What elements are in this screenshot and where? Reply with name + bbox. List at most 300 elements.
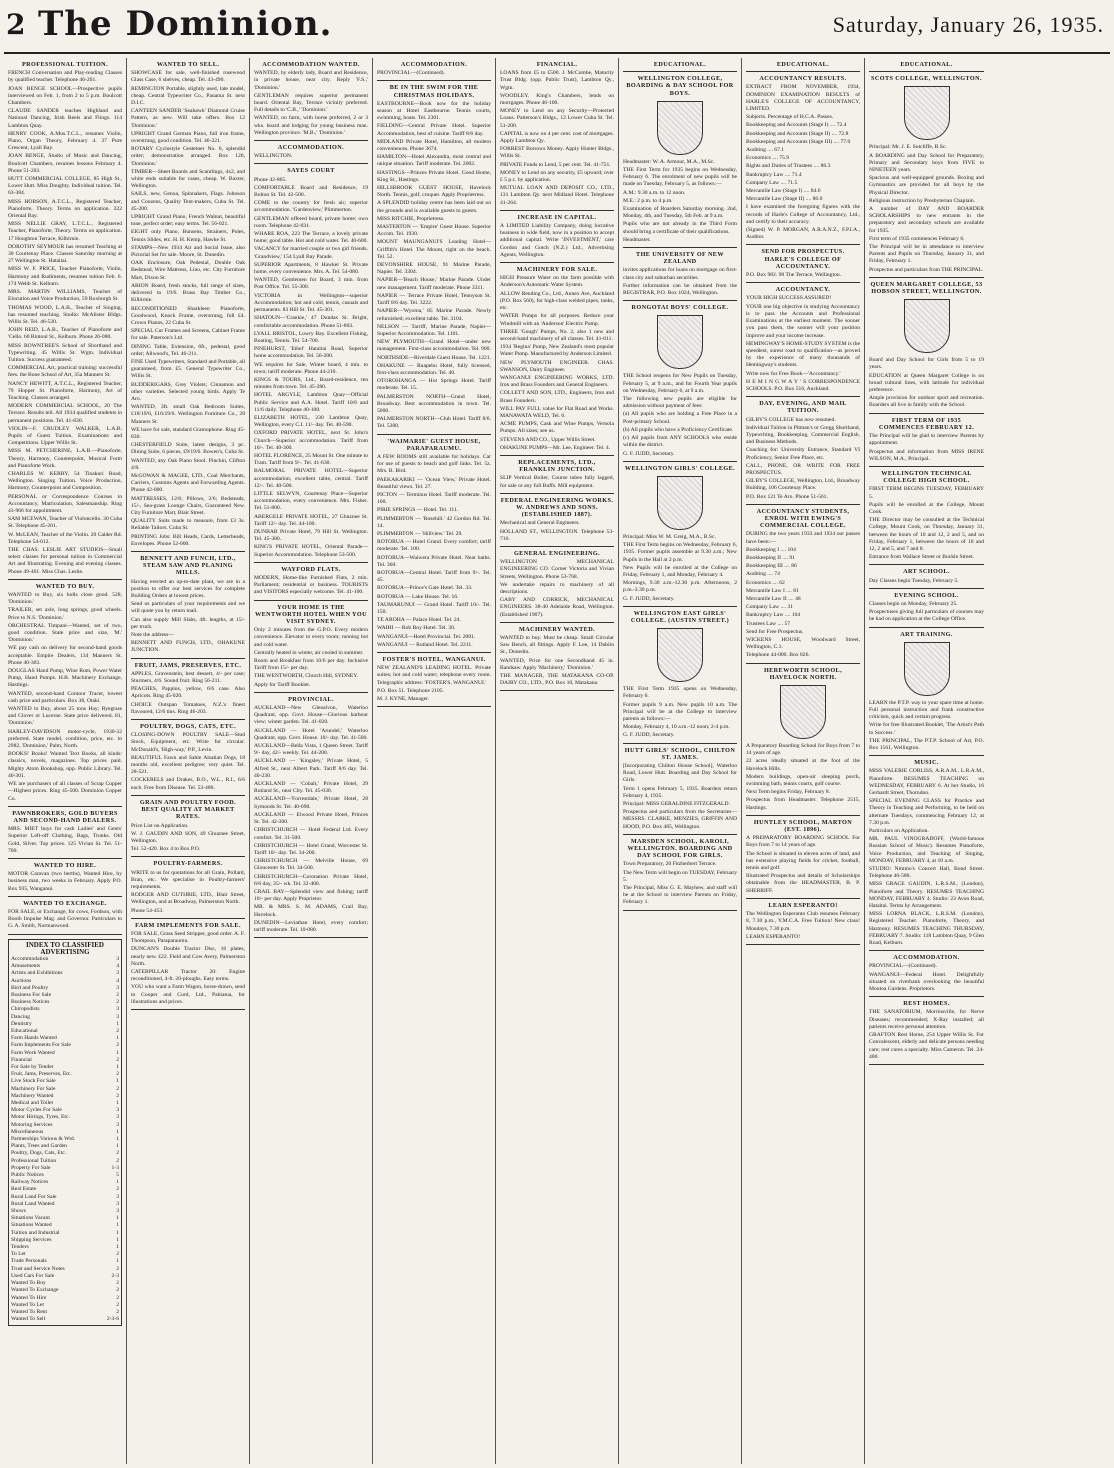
classified-ad: MRS. MARTIN WILLIAMS, Teacher of Elocution and Voice Production, 59 Roxburgh St. bbox=[8, 289, 122, 303]
column-5 bbox=[496, 58, 619, 1464]
classified-ad: LEARN the P.T.P. way to your spare time at home. Full personal instruction and frank constructive criticism, quick and certain progress. bbox=[869, 699, 984, 721]
classified-ad: WILL PAY FULL value for Flat Road and Works. MANAWATA WELD, Tel. 6. bbox=[500, 405, 614, 419]
classified-ad: COME to the country for fresh air; superior accommodation. 'Gardenview,' Plimmerton. bbox=[254, 200, 368, 214]
classified-ad: LOANS from £5 to £500. J. McCombe, Maturity Trust Bldg. (opp. Public Trust), Lambton Qy., Wgtn. bbox=[500, 70, 614, 91]
classified-ad: First term of 1935 commences February 6. bbox=[869, 235, 965, 242]
classified-ad: (b) All pupils who have a Proficiency Certificate. bbox=[623, 426, 734, 433]
section-divider bbox=[377, 80, 491, 81]
school-crest-icon bbox=[904, 299, 950, 353]
index-row bbox=[11, 1158, 119, 1165]
index-row bbox=[11, 1064, 119, 1071]
classified-ad: PIRIE SPRINGS — Hotel. Tel. 111. bbox=[377, 507, 459, 514]
classified-ad: Principal: Miss W. M. Greig, M.A., B.Sc. bbox=[623, 533, 716, 540]
classified-ad: GRAFTON Rest Home, 254 Upper Willis St. For Convalescent, elderly and delicate persons needing care; rest cures a specialty. Miss Cameron. Tel. 24-400. bbox=[869, 1032, 984, 1060]
index-category: Fruit, Jams, Preserves, Etc. bbox=[11, 1071, 72, 1078]
section-divider bbox=[869, 413, 984, 414]
index-row bbox=[11, 1165, 119, 1172]
index-page: 3 bbox=[116, 1006, 119, 1013]
column-6 bbox=[619, 58, 742, 1464]
classified-ad: Mercantile Law II .... 48 bbox=[746, 596, 801, 602]
section-heading: FOSTER'S HOTEL, WANGANUI. bbox=[382, 656, 486, 664]
index-page: 1 bbox=[116, 1128, 119, 1135]
classified-ad: BOOKS! Books! Wanted Text Books, all kinds: classics, novels, magazines. Top prices paid. Mighty Atom Bookshop, opp. Public Library. Tel. 40-301. bbox=[8, 751, 122, 779]
classified-ad: WATER Pumps for all purposes. Reduce your Windmill with an 'Anderson' Electric Pump. bbox=[500, 313, 614, 327]
section-divider bbox=[8, 858, 122, 859]
index-row bbox=[11, 1143, 119, 1150]
classified-ad: HAMILTON—Hotel Alexandra, most central and unique situation. Tariff moderate. Tel. 2002. bbox=[377, 154, 491, 168]
index-category: Shipping Services bbox=[11, 1236, 52, 1243]
section-heading: SEND FOR PROSPECTUS. HARLE'S COLLEGE OF ACCOUNTANCY. bbox=[761, 248, 845, 270]
classified-ad: FRENCH Conversation and Play-reading Classes by qualified teacher. Telephone 46-201. bbox=[8, 70, 122, 84]
classified-ad: A number of DAY AND BOARDER SCHOLARSHIPS to new entrants in the preparatory and secondary schools are available for 1935. bbox=[869, 206, 984, 234]
classified-ad: MISS VALERIE CORLISS, A.R.A.M., L.R.A.M., Pianoforte. RESUMES TEACHING on WEDNESDAY, FEBRUARY 6. At her Studio, 16 Gerhardt Street, Thorndon. bbox=[869, 768, 984, 796]
classified-ad: THE SANATORIUM, Morrinsville, for Nerve Diseases; recommended; X-Ray installed; all patients receive personal attention. bbox=[869, 1009, 984, 1030]
classified-ad: CHOICE Outspan Tomatoes, N.Z.'s finest flavoured, 12/6 tins. Ring 46-203. bbox=[131, 701, 245, 715]
section-divider bbox=[500, 262, 614, 263]
section-heading: FEDERAL ENGINEERING WORKS. W. ANDREWS AND SONS. (ESTABLISHED 1887). bbox=[500, 496, 614, 519]
classified-ad: WANTED, Price for one Secondhand 45 in. Bandsaw. Apply 'Machinery,' 'Dominion.' bbox=[500, 657, 614, 671]
section-divider bbox=[623, 461, 737, 462]
classified-ad: A.M.: 9.30 a.m. to 12 noon. bbox=[623, 189, 686, 196]
section-heading: WANTED TO SELL. bbox=[156, 61, 220, 68]
classified-ad: WANGANUI—Federal Hotel. Delightfully situated on riverbank overlooking the beautiful Moutoa Gardens. Proprietors. bbox=[869, 971, 984, 993]
section-heading: RONGOTAI BOYS' COLLEGE. bbox=[631, 304, 729, 312]
classified-ad: P.O. Box 982. 98 The Terrace, Wellington. bbox=[746, 272, 842, 279]
index-row bbox=[11, 1251, 119, 1258]
index-row bbox=[11, 1194, 119, 1201]
classified-ad: Company Law .... 31 bbox=[746, 604, 794, 611]
section-divider bbox=[500, 455, 614, 456]
classified-ad: Write for free Illustrated Booklet, 'The Artist's Path to Success.' bbox=[869, 722, 984, 736]
page-number: 2 bbox=[6, 8, 26, 41]
classified-ad: AUCKLAND—Bella Vista, 1 Queen Street. Tariff 9/- day, 42/- weekly. Tel. 44-200. bbox=[254, 743, 368, 757]
classified-ad: THE School reopens for New Pupils on Tuesday, February 5, at 9 a.m., and for Fourth Year pupils on Wednesday, February 6, at 9 a.m. bbox=[623, 373, 737, 394]
index-category: Farm Work Wanted bbox=[11, 1049, 55, 1056]
classified-ad: Principal: MISS GERALDINE FITZGERALD. bbox=[623, 800, 730, 807]
classified-ad: MISS ROWNTREE'S School of Shorthand and Typewriting. 45 Willis St. Wgtn. Individual Tuition. Success guaranteed. bbox=[8, 342, 122, 363]
index-page: 2 bbox=[116, 1287, 119, 1294]
index-category: Wanted To Let bbox=[11, 1301, 44, 1308]
classified-ad: SUPERIOR Apartments, 8 Hawker St. Private home, every convenience. Mrs. A. Tel. 54-080. bbox=[254, 261, 368, 276]
index-category: Partnerships Various & Wtd. bbox=[11, 1136, 76, 1143]
index-page: 3 bbox=[116, 1107, 119, 1114]
classified-ad: Mercantile Law I .... 81 bbox=[746, 587, 799, 594]
school-crest-icon bbox=[904, 86, 950, 140]
classified-ad: We undertake repairs to machinery of all descriptions. bbox=[500, 581, 614, 595]
section-heading: POULTRY, DOGS, CATS, ETC. bbox=[139, 723, 237, 731]
classified-ad: LITTLE SELWYN, Courtenay Place—Superior accommodation, every convenience. Mrs. Fisher. Tel. 51-800. bbox=[254, 490, 368, 512]
classified-ad: MISS NELLIE GRAY, L.T.C.L., Registered Teacher, Pianoforte, Theory. Terms on application. 17 Houghton Terrace, Kilbirnie. bbox=[8, 221, 122, 242]
section-heading: WANTED TO BUY. bbox=[35, 582, 95, 590]
index-row bbox=[11, 1100, 119, 1107]
index-page: 2 bbox=[116, 1085, 119, 1092]
index-category: Poultry, Dogs, Cats, Etc. bbox=[11, 1150, 67, 1157]
classified-ad: Mercantile Law (Stage I) .... 84.6 bbox=[746, 188, 821, 195]
classified-ad: GENTLEMAN offered board, private home; own room. Telephone 42-031. bbox=[254, 215, 368, 229]
classified-ad: VIOLIN—F. CRUDLEY WALKER, L.A.B. Pupils of Guest Tuition. Examinations and Competitions. Upper Willis St. bbox=[8, 425, 122, 447]
section-heading: EVENING SCHOOL. bbox=[894, 591, 959, 599]
index-row bbox=[11, 1208, 119, 1215]
classified-ad: KING'S PRIVATE HOTEL, Oriental Parade—Superior Accommodation. Telephone 53-500. bbox=[254, 544, 368, 558]
classified-ad: WRITE to us for quotations for all Grain, Pollard, Bran, etc. We specialise in Poultry-farmers' requirements. bbox=[131, 869, 245, 890]
section-divider bbox=[746, 396, 860, 397]
classified-ad: Mornings, 9.30 a.m.-12.30 p.m. Afternoons, 2 p.m.-3.30 p.m. bbox=[623, 580, 737, 594]
classified-ad: GILBY'S COLLEGE, Wellington, Ltd., Broadway Building, 106 Courtenay Place. bbox=[746, 478, 860, 492]
classified-ad: The School is situated in eleven acres of land, and has extensive playing fields for cricket, football, tennis and golf. bbox=[746, 850, 860, 872]
classified-ad: FORREST Borrows Money. Apply Hunter Bldgs., Willis St. bbox=[500, 146, 614, 160]
section-divider bbox=[623, 743, 737, 744]
classified-ad: I have examined the foregoing figures with the records of Harle's College of Accountancy, Ltd., and certify to their accuracy. bbox=[746, 204, 860, 225]
section-heading: WANTED TO EXCHANGE. bbox=[23, 899, 107, 907]
classified-ad: TE AROHA — Palace Hotel. Tel. 24. bbox=[377, 617, 461, 624]
section-divider bbox=[8, 934, 122, 935]
classified-ad: MISS HOBSON, A.T.C.L., Registered Teacher, Pianoforte, Theory. Terms on application. 222 Oriental Bay. bbox=[8, 198, 122, 220]
classified-ad: QUALITY Suits made to measure, from £3 3s. Reliable Tailors. Cuba St. bbox=[131, 518, 245, 532]
index-row bbox=[11, 1258, 119, 1265]
section-heading: ACCOMMODATION. bbox=[893, 954, 960, 962]
section-divider bbox=[869, 564, 984, 565]
classified-ad: The Principal will be in attendance to interview Parents and Pupils on Thursday, January 31, and Friday, February 1. bbox=[869, 244, 984, 265]
section-divider bbox=[254, 692, 368, 693]
classified-ad: WANGANUI—Hotel Provincial. Tel. 2001. bbox=[377, 633, 476, 640]
classified-ad: PINEHURST, 'Ethel' Hataitai Road, Superior home accommodation. Tel. 56-200. bbox=[254, 346, 368, 360]
school-crest-icon bbox=[657, 315, 703, 369]
classified-ad: SAM MCEWAN, Teacher of Violoncello. 30 Cuba St. Telephone 45-201. bbox=[8, 516, 122, 530]
section-heading: DAY, EVENING, AND MAIL TUITION. bbox=[759, 400, 847, 415]
index-page: 2-3-6 bbox=[106, 1316, 119, 1323]
section-divider bbox=[131, 856, 245, 857]
school-crest-icon bbox=[780, 685, 826, 739]
section-heading: FIRST TERM OF 1935 COMMENCES FEBRUARY 12. bbox=[878, 416, 975, 431]
section-divider bbox=[746, 663, 860, 664]
classified-ad: Company Law .... 71.5 bbox=[746, 179, 798, 186]
classified-ad: CRAIL BAY—Splendid view and fishing; tariff 10/- per day. Apply Proprietor. bbox=[254, 888, 368, 903]
classified-ad: THE First Term for 1935 begins on Wednesday, February 6. The enrolment of new pupils will be made on Tuesday, February 5, as follows:— bbox=[623, 167, 737, 188]
section-heading: SAYES COURT bbox=[287, 167, 335, 175]
column-3 bbox=[250, 58, 373, 1464]
classified-ad: Bankruptcy Law .... 71.4 bbox=[746, 171, 802, 178]
section-heading: EDUCATIONAL. bbox=[900, 61, 953, 68]
classified-ad: Term 1 opens February 5, 1935. Boarders return February 4, 1935. bbox=[623, 785, 737, 799]
index-row bbox=[11, 1244, 119, 1251]
classified-ad: H E M I N G W A Y ' S CORRESPONDENCE SCHOOLS. P.O. Box 516, Auckland. bbox=[746, 378, 860, 392]
classified-ad: THE First Term 1935 opens on Wednesday, February 6. bbox=[623, 686, 737, 700]
classified-ad: Bookkeeping and Accounts (Stage I) .... 72.4 bbox=[746, 122, 847, 129]
index-category: Business For Sale bbox=[11, 991, 52, 998]
section-heading: THE UNIVERSITY OF NEW ZEALAND bbox=[636, 251, 724, 266]
section-divider bbox=[8, 896, 122, 897]
classified-ad: Headmaster. bbox=[623, 236, 651, 243]
section-divider bbox=[746, 815, 860, 816]
section-divider bbox=[623, 300, 737, 301]
index-row bbox=[11, 1280, 119, 1287]
section-divider bbox=[377, 652, 491, 653]
index-page: 1 bbox=[116, 1143, 119, 1150]
classified-ad: VICTORIA in Wellington—superior Accommodation; hot and cold, tennis, casuals and permanents. 83 Hill St. Tel. 45-301. bbox=[254, 292, 368, 314]
classified-ad: THE First Term begins on Wednesday, February 6, 1935. Former pupils assemble at 9.30 a.m.; New Pupils in the Hall at 2 p.m. bbox=[623, 542, 737, 563]
section-heading: FARM IMPLEMENTS FOR SALE. bbox=[135, 921, 241, 929]
classified-ad: WELLINGTON. bbox=[254, 153, 293, 160]
classified-ad: PROVINCIAL—(Continued). bbox=[377, 70, 445, 77]
index-page: 3 bbox=[116, 1121, 119, 1128]
classified-ad: DUNEDIN—Leviathan Hotel, every comfort; tariff moderate. Tel. 10-080. bbox=[254, 919, 368, 933]
classified-ad: PICTON — Terminus Hotel. Tariff moderate. Tel. 100. bbox=[377, 491, 491, 506]
index-category: Property For Sale bbox=[11, 1164, 51, 1171]
classified-ad: SPECIAL EVENING CLASS for Practice and Theory in Teaching and Performing, to be held on alternate Tuesdays, commencing February 12, at 7.30 p.m. bbox=[869, 798, 984, 826]
index-row bbox=[11, 1122, 119, 1129]
index-row bbox=[11, 1172, 119, 1179]
classified-ad: McGOWAN & MAGEE, LTD., Coal Merchants, Carriers, Customs Agents and Forwarding Agents. Phone 42-000. bbox=[131, 472, 245, 494]
classified-ad: FINE Used Typewriters, Standard and Portable, all guaranteed, from £5. General Typewriter Co., Willis St. bbox=[131, 358, 245, 380]
index-category: Plants, Trees and Garden bbox=[11, 1143, 67, 1150]
index-category: Rural Land Wanted bbox=[11, 1200, 55, 1207]
classified-ad: Write now for Free Book—'Accountancy.' bbox=[746, 370, 841, 377]
column-2 bbox=[127, 58, 250, 1464]
classified-ad: NAPIER — Terrace Private Hotel, Tennyson St. Tariff 8/6 day. Tel. 3222. bbox=[377, 292, 491, 307]
section-heading: ART SCHOOL. bbox=[903, 568, 950, 576]
index-category: Machinery For Sale bbox=[11, 1085, 56, 1092]
classified-ad: COCKERELS and Drakes, B.O., W.L., R.I., 6/6 each. Free from Disease. Tel. 53-480. bbox=[131, 777, 245, 791]
classified-ad: AUCKLAND—New Glenalvon, Waterloo Quadrant, opp. Govt. House—Glorious harbour view; winter garden. Tel. 41-020. bbox=[254, 705, 368, 726]
classified-ad: SHOWCASE for sale, well-finished rosewood Glass Case, 6 shelves, cheap. Tel. 43-490. bbox=[131, 70, 245, 84]
classified-ad: THE PRINCIPAL, The P.T.P. School of Art, P.O. Box 1561, Wellington. bbox=[869, 737, 984, 751]
index-row bbox=[11, 1222, 119, 1229]
index-page: 1 bbox=[116, 1100, 119, 1107]
classified-ad: Next Term begins Friday, February 8. bbox=[746, 789, 831, 796]
classified-ad: Prospectus from Headmaster. Telephone 2515, Hastings. bbox=[746, 797, 860, 811]
classified-ad: NEW PLYMOUTH ENGINEER. CHAS. SWANSON, Dairy Engineer. bbox=[500, 359, 614, 373]
index-category: Railway Notices bbox=[11, 1179, 49, 1186]
index-page: 2-3 bbox=[111, 1272, 119, 1279]
index-page: 3 bbox=[116, 1200, 119, 1207]
classified-ad: AUCKLAND — 'Cobalt,' Private Hotel, 29 Rutland St., near City. Tel. 45-030. bbox=[254, 781, 368, 795]
classified-ad: TIMBER—Sheet Boards and Scantlings, 4x2, and white ends suitable for cases, cheap. W. Baxter, Wellington. bbox=[131, 168, 245, 190]
classified-ad: P.O. Box 121 Te Aro. Phone 51-561. bbox=[746, 493, 828, 500]
index-row bbox=[11, 1071, 119, 1078]
classified-ad: OHAKUNE — Ruapehu Hotel, fully licensed, first-class accommodation. Tel. 40. bbox=[377, 362, 491, 376]
section-divider bbox=[869, 627, 984, 628]
classified-ad: OAK Enclosure, Oak Pedestal, Double Oak Bedstead, Wire Mattress, Lino, etc. City Furniture Mart, Dixon St. bbox=[131, 260, 245, 281]
index-row bbox=[11, 1057, 119, 1064]
classified-ad: OTOROHANGA — Hot Springs Hotel. Tariff moderate. Tel. 15. bbox=[377, 378, 491, 392]
section-heading: GRAIN AND POULTRY FOOD. BEST QUALITY AT MARKET RATES. bbox=[139, 798, 237, 821]
classified-ad: DEVONSHIRE HOUSE, 91 Marine Parade, Napier. Tel. 3304. bbox=[377, 262, 491, 276]
section-heading: ACCOUNTANCY STUDENTS, ENROL WITH EWING'S COMMERCIAL COLLEGE. bbox=[756, 507, 850, 530]
classified-ad: CHRISTCHURCH—Coronation Private Hotel, 6/6 day, 35/- wk. Tel. 32-400. bbox=[254, 873, 368, 887]
index-category: For Sale by Tender bbox=[11, 1064, 54, 1070]
classified-ad: WANTED to Buy, about 25 tons Hay; Ryegrass and Clover or Lucerne. State price delivered. 81, 'Dominion.' bbox=[8, 706, 122, 727]
classified-ad: Telephone 44-000. Box 826. bbox=[746, 652, 810, 659]
index-category: Amusements bbox=[11, 963, 41, 970]
classified-ad: Headmaster: W. A. Armour, M.A., M.Sc. bbox=[623, 158, 715, 165]
classified-ad: GABY AND CORRICK, MECHANICAL ENGINEERS. 38-40 Adelaide Road, Wellington. (Established 1907). bbox=[500, 597, 614, 618]
classified-ad: MISS W. F. PRICE, Teacher Pianoforte, Violin, Harmony and Rudiments, resumes tuition Feb. 6. 174 Webb St. Kelburn. bbox=[8, 266, 122, 287]
classified-ad: THE Director may be consulted at the Technical College, Mount Cook, on Thursday, January 31, between the hours of 10 and 12, 2 and 5, and on Friday, February 1, between the hours of 10 and 12, 2 and 5, and 7 and 8. bbox=[869, 517, 984, 552]
index-row bbox=[11, 1273, 119, 1280]
classified-ad: MISS GRACE GAUDIN, L.R.S.M., (London), Pianoforte and Theory. RESUMES TEACHING MONDAY, FEBRUARY 4. Studio: 23 Avon Road, Hataitai. Terms by Arrangement. bbox=[869, 881, 984, 910]
classified-ad: Auditing .... 74 bbox=[746, 571, 780, 578]
section-divider bbox=[500, 690, 614, 691]
index-row bbox=[11, 1302, 119, 1309]
index-row bbox=[11, 1179, 119, 1186]
classified-ad: The Principal will be glad to interview Parents by appointment. bbox=[869, 433, 984, 447]
index-category: Machinery Wanted bbox=[11, 1092, 54, 1099]
classified-ad: (Signed) W. P. MORGAN, A.R.A.N.Z., F.P.I.A., Auditor. bbox=[746, 227, 860, 241]
classified-ad: Room and Breakfast from 10/6 per day. Inclusive Tariff from 15/- per day. bbox=[254, 658, 368, 672]
classified-ad: MISS RITCHIE, Proprietress. bbox=[377, 215, 445, 222]
section-divider bbox=[8, 806, 122, 807]
classified-ad: Mercantile Law (Stage II) .... 86.0 bbox=[746, 196, 823, 203]
index-category: Wanted To Buy bbox=[11, 1280, 46, 1287]
index-page: 5 bbox=[116, 1172, 119, 1179]
section-divider bbox=[377, 434, 491, 435]
index-page: 1 bbox=[116, 1244, 119, 1251]
classified-ad: PEACHES, Pappins, yellow, 6/6 case. Also Apricots. Ring 45-020. bbox=[131, 686, 245, 700]
classified-ad: DUNBAR Private Hotel, 79 Hill St. Wellington. Tel. 45-380. bbox=[254, 528, 368, 543]
index-row bbox=[11, 1201, 119, 1208]
classified-ad: YOUR one big objective in studying Accountancy is to pass the Accounts and Professional Examinations at the earliest moment. The sooner you pass them, the sooner will your position improve and your income increase. bbox=[746, 303, 860, 339]
section-heading: ART TRAINING. bbox=[900, 630, 953, 638]
column-7 bbox=[742, 58, 865, 1464]
section-heading: MUSIC. bbox=[914, 759, 939, 767]
column-4 bbox=[373, 58, 496, 1464]
classified-ad: ALLOW Bending Co., Ltd., Annex Ave, Auckland (P.O. Box 560), for high-class welded pipes, tanks, etc. bbox=[500, 290, 614, 312]
classified-ad: YOUR HIGH SUCCESS ASSURED! bbox=[746, 295, 832, 302]
classified-ad: AUCKLAND—'Forrestdale,' Private Hotel, 28 Symonds St. Tel. 40-690. bbox=[254, 796, 368, 810]
classified-ad: PALMERSTON NORTH—Grand Hotel, Broadway. Best accommodation in town. Tel. 5000. bbox=[377, 393, 491, 414]
index-page: 1 bbox=[116, 1049, 119, 1056]
index-page: 3 bbox=[116, 1013, 119, 1020]
classified-ad: MR. & MRS. S. M. ADAMS, Crail Bay, Havelock. bbox=[254, 904, 368, 918]
classified-ad: RODGER AND GUTHRIE, LTD., Blair Street, Wellington, and at Broadway, Palmerston North. bbox=[131, 892, 245, 906]
section-divider bbox=[746, 898, 860, 899]
index-row bbox=[11, 1287, 119, 1294]
classified-ad: Ample provision for outdoor sport and recreation. Boarders all live in family with the School. bbox=[869, 395, 984, 409]
index-page: 3 bbox=[116, 955, 119, 962]
index-category: Bird and Poultry bbox=[11, 984, 49, 991]
classified-ad: P.O. Box 51. Telephone 2105. bbox=[377, 687, 444, 694]
classified-ad: (a) All pupils who are holding a Free Place in a Post-primary School. bbox=[623, 411, 737, 425]
classified-ad: Coaching for: University Entrance, Standard VI Proficiency, Senior Free Place, etc. bbox=[746, 447, 860, 461]
section-heading: WELLINGTON EAST GIRLS' COLLEGE. (AUSTIN STREET.) bbox=[630, 609, 730, 624]
classified-ad: W. J. GAUDIN AND SON, 49 Ghuznee Street, Wellington. bbox=[131, 830, 245, 844]
classified-ad: Can also supply Mill Slabs, 4ft. lengths, at 15/- per truck. bbox=[131, 616, 245, 630]
classified-ad: Religious instruction by Presbyterian Chaplain. bbox=[869, 197, 976, 204]
classified-ad: CANTEEN SANDER 'Seahawk' Diamond Cruise Pattern, as new. Will take offers. Box 12 'Dominion.' bbox=[131, 108, 245, 129]
classified-ad: NEW PLYMOUTH—Grand Hotel—under new management. First-class accommodation. Tel. 900. bbox=[377, 339, 491, 353]
index-row bbox=[11, 1042, 119, 1049]
classified-ad: NELSON — Tarriff, Marine Parade, Napier—Superior Accommodation. Tel. 1101. bbox=[377, 323, 491, 337]
classified-ad: JOAN BENGE SCHOOL—Prospective pupils interviewed on Feb. 1, from 2 to 5 p.m. Boulcott Chambers. bbox=[8, 85, 122, 107]
classified-ad: The New Term will begin on TUESDAY, February 5. bbox=[623, 869, 737, 883]
index-title: INDEX TO CLASSIFIED ADVERTISING bbox=[26, 940, 104, 956]
classified-ad: The Wellington Esperanto Club resumes February 8, 7.30 p.m., Y.M.C.A. Free Tuition! New class! Mondays, 7.30 p.m. bbox=[746, 911, 860, 932]
classified-ad: M. J. KYNE, Manager. bbox=[377, 696, 430, 703]
classified-ad: HENRY COOK, A.Mus.T.C.L., resumes Violin, Piano, Organ Theory, February 4. 37 Pure Crescent, Lyall Bay. bbox=[8, 130, 122, 152]
index-page: 1 bbox=[116, 1236, 119, 1243]
classified-ad: HOLLAND ST., WELLINGTON. Telephone 53-716. bbox=[500, 528, 614, 542]
classified-ad: Monday, February 4, 10 a.m.-12 noon; 2-4 p.m. bbox=[623, 724, 730, 731]
classified-ad: MONEY to Lend on any Security—Protected Loans. Patterson's Bldgs., 12 Lower Cuba St. Tel. 51-200. bbox=[500, 108, 614, 129]
classified-ad: CALL, PHONE, OR WRITE FOR FREE PROSPECTUS. bbox=[746, 462, 860, 476]
index-page: 2 bbox=[116, 999, 119, 1006]
index-category: Professional Tuition bbox=[11, 1157, 57, 1164]
classified-ad: ROTORUA—Waiwera Private Hotel. Near baths. Tel. 360. bbox=[377, 554, 491, 568]
classified-ad: COMMERCIAL Art, practical training: successful fees. the Bone School of Art, 35a Manners St. bbox=[8, 365, 122, 379]
index-page: 2 bbox=[116, 1150, 119, 1157]
index-row bbox=[11, 1237, 119, 1244]
classified-ad: MONEY to Lend on any security, £5 upward; over £ 5 p.c. by application. bbox=[500, 169, 614, 184]
section-divider bbox=[623, 606, 737, 607]
classified-ad: CHARLES W. KERRY, 54 Tinakori Road, Wellington. Singing Tuition. Voice Production, Harmony, Counterpoint and Composition. bbox=[8, 470, 122, 492]
classified-ad: Further information can be obtained from the REGISTRAR, P.O. Box 1024, Wellington. bbox=[623, 282, 737, 297]
section-heading: GENERAL ENGINEERING. bbox=[513, 549, 601, 557]
classified-ad: SAILS, new, Genoa, Spinnakers, Flags. Johnson and Couzens, Quality Tent-makers, Cuba St. Tel. 45-200. bbox=[131, 191, 245, 212]
index-page: 2 bbox=[116, 1042, 119, 1049]
index-category: Shows bbox=[11, 1208, 26, 1215]
newspaper-name: The Dominion. bbox=[38, 4, 333, 44]
index-page: 2 bbox=[116, 991, 119, 998]
classified-ad: WE pay cash on delivery for second-hand goods acceptable. Empire Dealers, 134 Manners St. Phone 40-303. bbox=[8, 645, 122, 666]
section-heading: LEARN ESPERANTO! bbox=[768, 901, 838, 909]
index-page: 3 bbox=[116, 1208, 119, 1215]
classified-ad: HILLSBROOK GUEST HOUSE, Havelock North. Tennis, golf, croquet. Apply Proprietress. bbox=[377, 185, 491, 199]
classified-ad: Pupils who are not already in the Third Form should bring a certificate of their qualifications. bbox=[623, 221, 737, 235]
classified-ad: Note the address— bbox=[131, 632, 174, 639]
classified-ad: ARION Board, fresh stocks, full range of sizes, delivered to 19/6. Brass Bay Timber Co., Kilbirnie. bbox=[131, 282, 245, 304]
section-divider bbox=[500, 493, 614, 494]
section-divider bbox=[254, 163, 368, 164]
classified-ad: Economics .... 75.9 bbox=[746, 155, 790, 162]
classified-ad: CATERPILLAR Tractor 20: Engine reconditioned, 4-ft. 20-ploughs. Easy terms. bbox=[131, 968, 245, 983]
classified-ad: MATTRESSES, 12/6; Pillows, 2/6; Bedsteads, 15/-, Sea-grass Lounge Chairs, Guaranteed New. City Furniture Mart, Blair Street. bbox=[131, 495, 245, 516]
section-divider bbox=[500, 546, 614, 547]
classified-ad: Bankruptcy Law .... 104 bbox=[746, 612, 801, 619]
classified-ad: Bookkeeping III .... 86 bbox=[746, 563, 797, 570]
index-category: Rural Land For Sale bbox=[11, 1193, 57, 1200]
classified-ad: Prospectuses giving full particulars of courses may be had on application at the College Office. bbox=[869, 609, 984, 623]
index-category: Situations Vacant bbox=[11, 1215, 50, 1222]
classified-ad: Former pupils 9 a.m. New pupils 10 a.m. The Principal will be at the College to interview parents as follows:— bbox=[623, 701, 737, 722]
section-heading: PAWNBROKERS, GOLD BUYERS AND SECOND-HAND DEALERS. bbox=[12, 809, 118, 824]
classified-ad: Prospectus and particulars from THE PRINCIPAL. bbox=[869, 266, 984, 273]
section-divider bbox=[8, 579, 122, 580]
classified-ad: MISS M. PETCHERINE, L.A.B.—Pianoforte, Theory, Harmony, Counterpoint, Musical Form and Pianoforte Work. bbox=[8, 448, 122, 469]
section-heading: EDUCATIONAL. bbox=[776, 61, 830, 68]
section-divider bbox=[131, 795, 245, 796]
section-divider bbox=[500, 210, 614, 211]
classified-ad: CHRISTCHURCH — Hotel Grand, Worcester St. Tariff 10/- day. Tel. 34-200. bbox=[254, 842, 368, 856]
classified-ad: WICKENS HOUSE, Woodward Street, Wellington, C.1. bbox=[746, 637, 860, 651]
index-page: 3 bbox=[116, 984, 119, 991]
classified-ad: AUCKLAND — 'Kingsley,' Private Hotel, 5 Alfred St., near Albert Park. Tariff 8/6 day. Tel. 40-230. bbox=[254, 758, 368, 779]
classified-ad: FIELDING—Central Private Hotel. Superior Accommodation, best of cuisine. Tariff 8/6 day. bbox=[377, 123, 491, 137]
index-page: 1 bbox=[116, 1215, 119, 1222]
classified-ad: Centrally heated in winter, air cooled in summer. bbox=[254, 649, 364, 656]
section-heading: QUEEN MARGARET COLLEGE, 53 HOBSON STREET, WELLINGTON. bbox=[870, 280, 983, 296]
index-category: Accommodation bbox=[11, 955, 49, 962]
section-heading: HUTT GIRLS' SCHOOL, CHILTON ST. JAMES. bbox=[624, 746, 736, 761]
index-row bbox=[11, 1028, 119, 1035]
section-divider bbox=[623, 71, 737, 72]
classified-ad: invites applications for loans on mortgage on first-class city and suburban securities. bbox=[623, 267, 737, 281]
section-heading: SCOTS COLLEGE, WELLINGTON. bbox=[871, 75, 982, 83]
classified-ad: ELIZABETH HOTEL, 230 Lambton Quay, Wellington, every C.I. 11/- day. Tel. 40-590. bbox=[254, 414, 368, 429]
classified-ad: Spacious and well-equipped grounds. Boxing and Gymnastics are provided for all boys by the Physical Director. bbox=[869, 175, 984, 196]
classified-ad: Day Classes begin Tuesday, February 5. bbox=[869, 577, 959, 584]
index-category: Used Cars For Sale bbox=[11, 1272, 55, 1279]
section-heading: BE IN THE SWIM FOR THE CHRISTMAS HOLIDAYS. bbox=[389, 84, 479, 99]
